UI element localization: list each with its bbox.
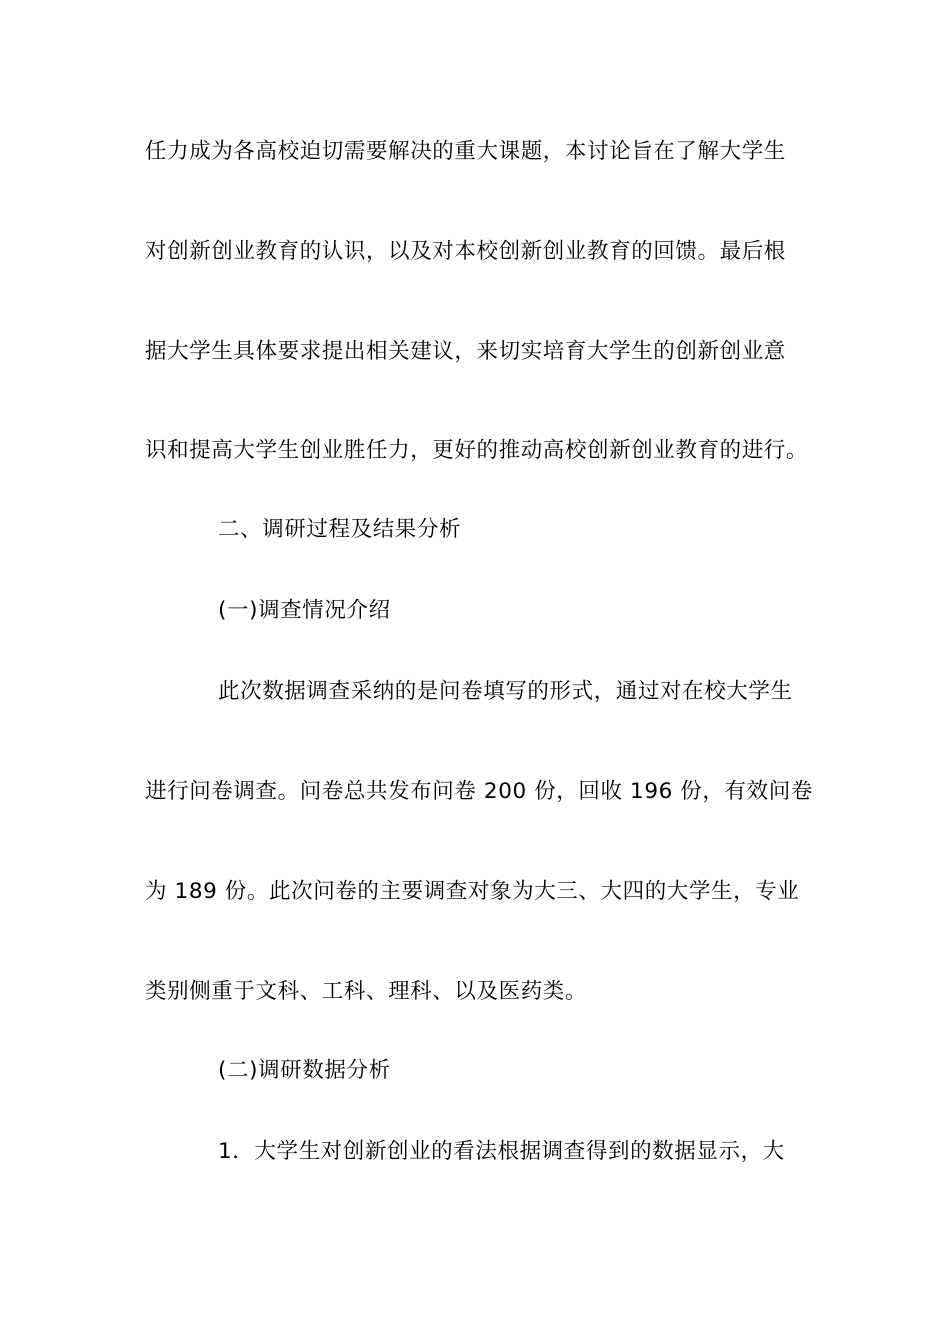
subsection-heading: (一)调查情况介绍 (218, 598, 391, 623)
subsection-heading: (二)调研数据分析 (218, 1058, 391, 1083)
paragraph-line: 1．大学生对创新创业的看法根据调查得到的数据显示，大 (218, 1139, 785, 1164)
paragraph-line: 对创新创业教育的认识，以及对本校创新创业教育的回馈。最后根 (145, 239, 786, 264)
paragraph-line: 据大学生具体要求提出相关建议，来切实培育大学生的创新创业意 (145, 339, 786, 364)
section-heading: 二、调研过程及结果分析 (218, 517, 462, 542)
paragraph-line: 此次数据调查采纳的是问卷填写的形式，通过对在校大学生 (218, 679, 793, 704)
paragraph-line: 识和提高大学生创业胜任力，更好的推动高校创新创业教育的进行。 (145, 438, 809, 463)
paragraph-line: 类别侧重于文科、工科、理科、以及医药类。 (145, 979, 588, 1004)
paragraph-line: 任力成为各高校迫切需要解决的重大课题，本讨论旨在了解大学生 (145, 139, 786, 164)
paragraph-line: 进行问卷调查。问卷总共发布问卷 200 份，回收 196 份，有效问卷 (145, 779, 813, 804)
paragraph-line: 为 189 份。此次问卷的主要调查对象为大三、大四的大学生，专业 (145, 879, 800, 904)
